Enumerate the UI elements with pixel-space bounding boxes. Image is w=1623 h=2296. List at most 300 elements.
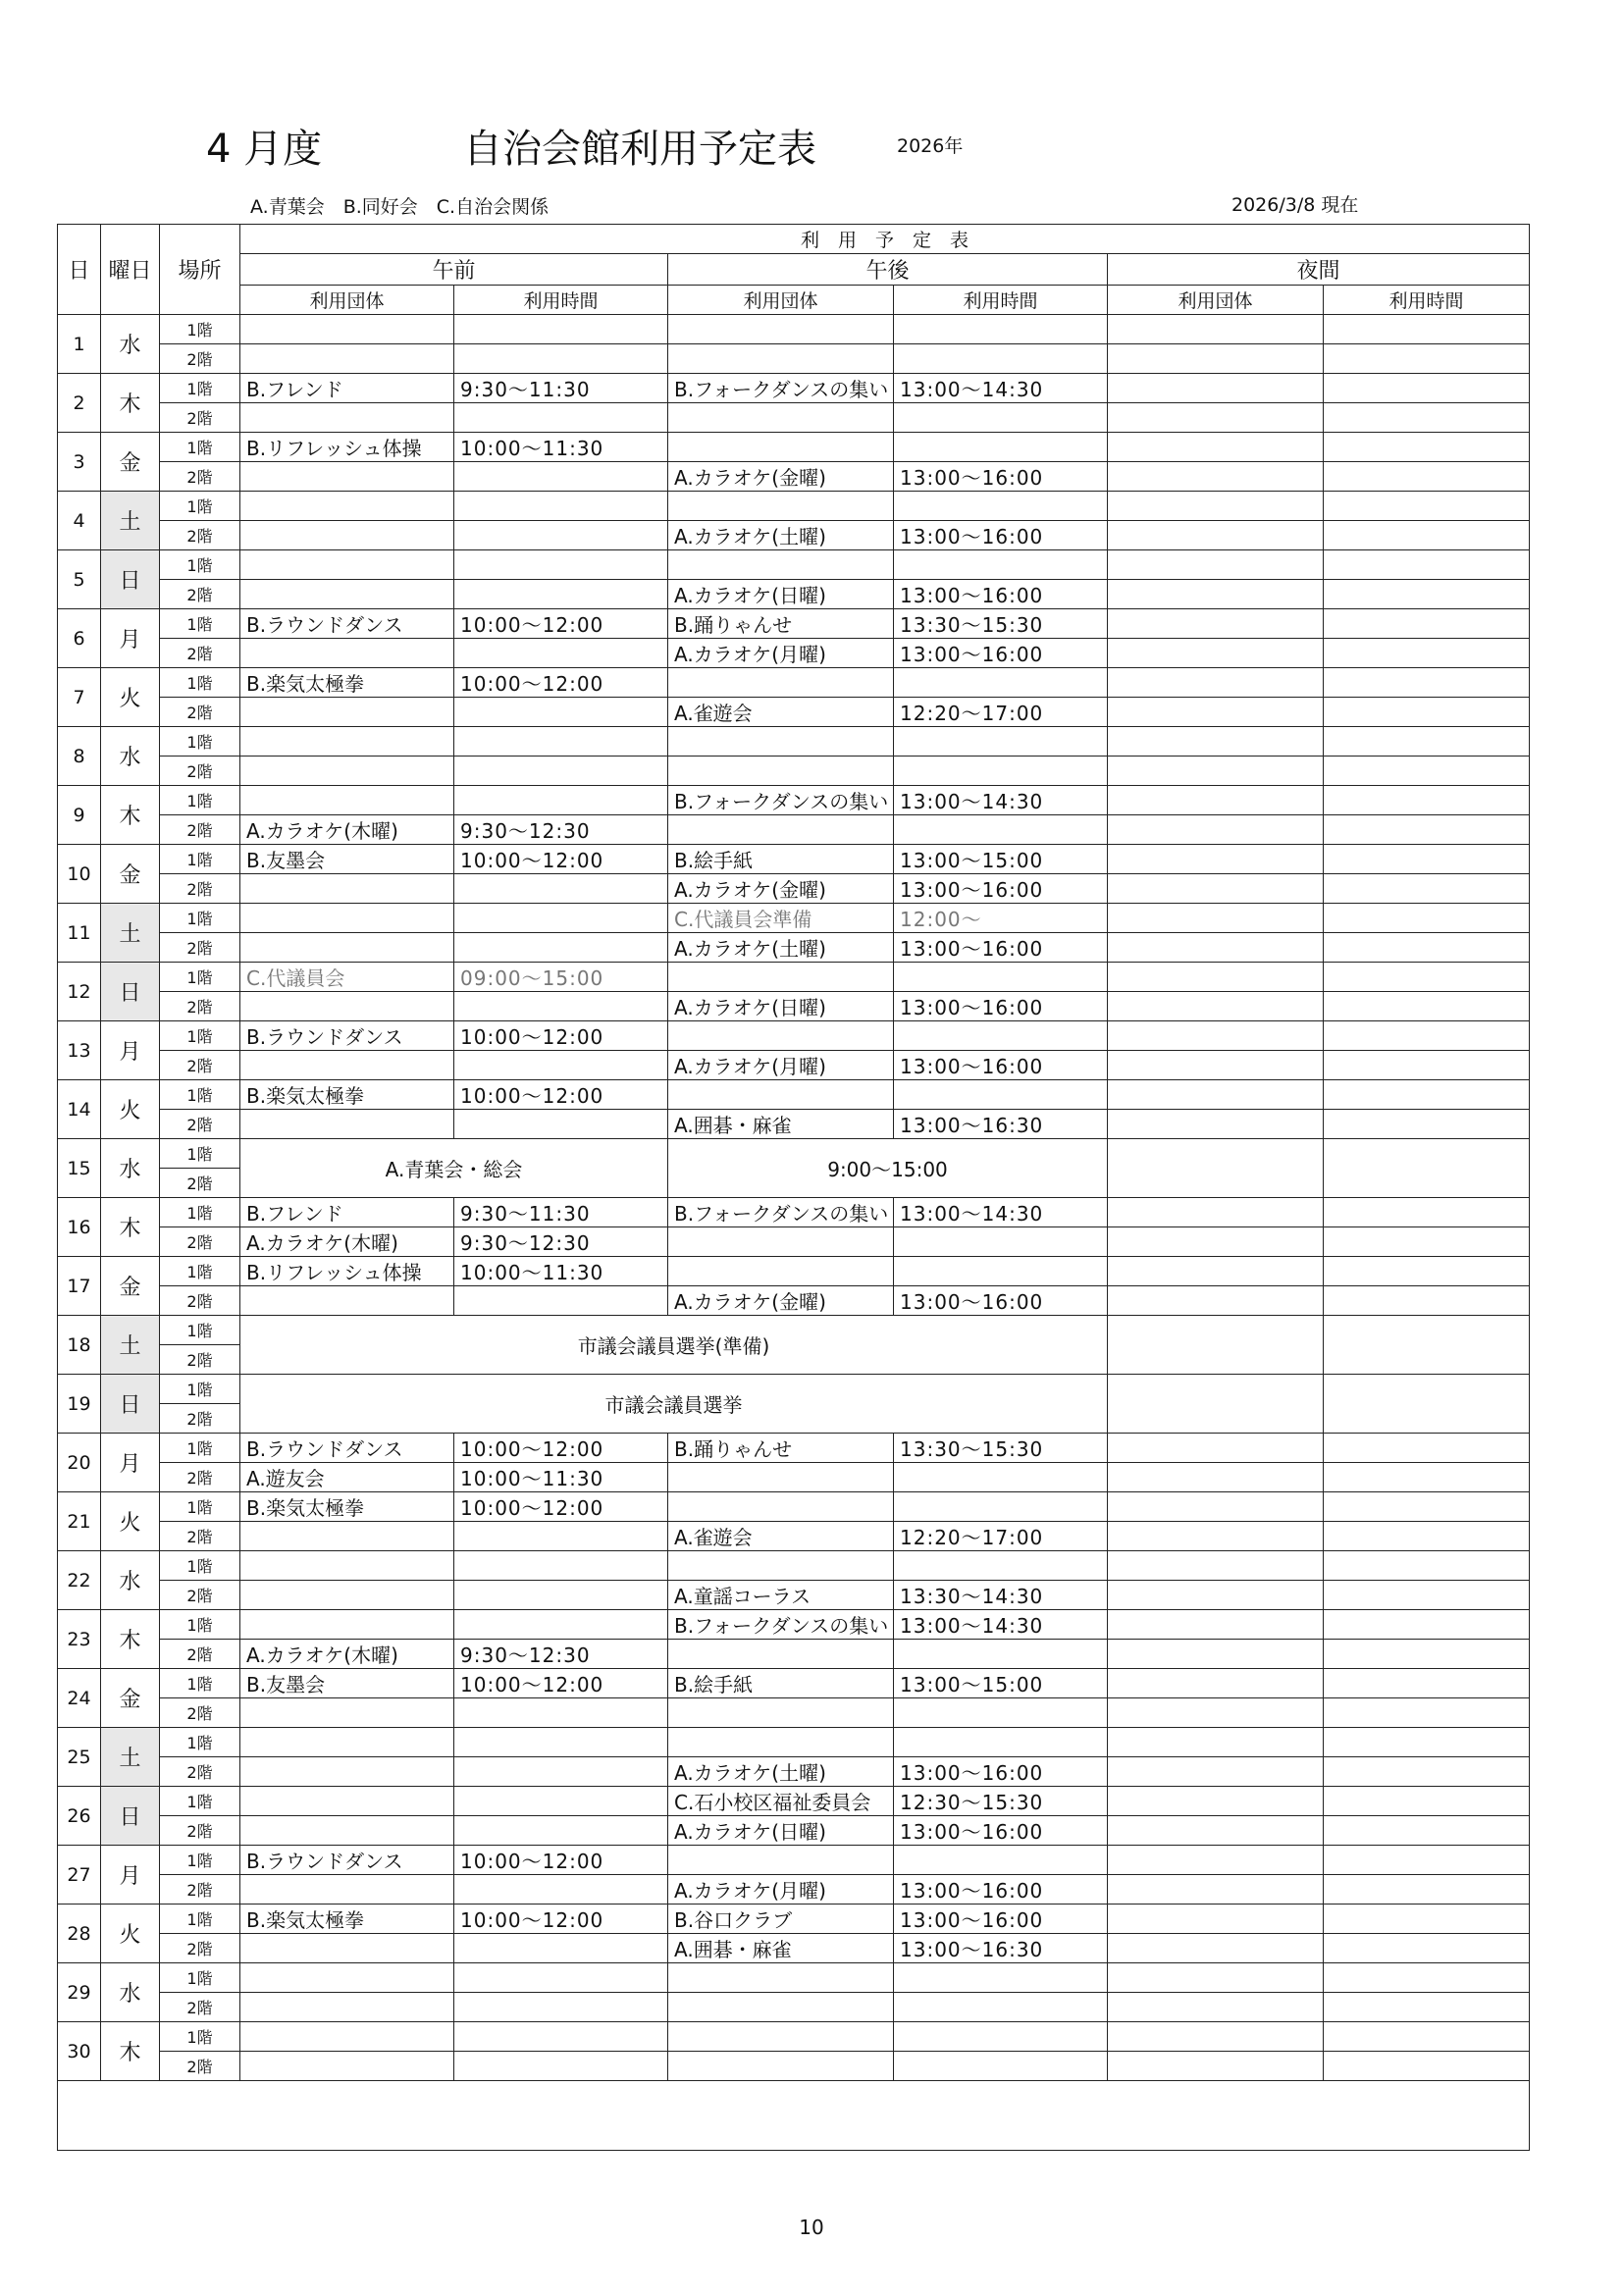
header-place: 場所	[160, 225, 240, 315]
floor-label: 1階	[160, 1139, 240, 1169]
table-row	[58, 1316, 1530, 1345]
am-time: 10:00～12:00	[454, 1080, 668, 1110]
year-label: 2026年	[897, 135, 964, 157]
floor-label: 1階	[160, 668, 240, 698]
night-group	[1108, 462, 1324, 492]
pm-group: A.囲碁・麻雀	[668, 1934, 894, 1963]
am-group	[240, 521, 454, 550]
pm-group	[668, 757, 894, 786]
floor-label: 1階	[160, 1257, 240, 1286]
floor-label: 2階	[160, 462, 240, 492]
night-group	[1108, 1551, 1324, 1581]
pm-time	[894, 492, 1108, 521]
night-group	[1108, 344, 1324, 374]
table-row	[58, 1905, 1530, 1934]
table-row	[58, 1875, 1530, 1905]
am-time: 10:00～12:00	[454, 1021, 668, 1051]
night-time	[1324, 2052, 1530, 2081]
table-row	[58, 1080, 1530, 1110]
pm-time: 13:00～14:30	[894, 1610, 1108, 1640]
am-time: 9:30～12:30	[454, 1640, 668, 1669]
am-group: B.楽気太極拳	[240, 1905, 454, 1934]
pm-time: 13:00～16:00	[894, 1286, 1108, 1316]
am-group	[240, 580, 454, 609]
pm-group: A.カラオケ(土曜)	[668, 521, 894, 550]
pm-time	[894, 1963, 1108, 1993]
night-time	[1324, 1227, 1530, 1257]
floor-label: 2階	[160, 874, 240, 904]
header-am-time: 利用時間	[454, 286, 668, 315]
night-time	[1324, 1139, 1530, 1198]
table-row	[58, 1021, 1530, 1051]
day-number: 28	[58, 1905, 101, 1963]
weekday-cell: 木	[101, 1610, 160, 1669]
pm-group: A.カラオケ(日曜)	[668, 1816, 894, 1846]
floor-label: 2階	[160, 933, 240, 963]
floor-label: 2階	[160, 1345, 240, 1375]
night-time	[1324, 1522, 1530, 1551]
pm-time	[894, 757, 1108, 786]
table-row	[58, 1286, 1530, 1316]
weekday-cell: 月	[101, 1846, 160, 1905]
am-group	[240, 1051, 454, 1080]
am-time	[454, 1757, 668, 1787]
pm-time: 13:30～14:30	[894, 1581, 1108, 1610]
am-group	[240, 874, 454, 904]
floor-label: 1階	[160, 1080, 240, 1110]
pm-time	[894, 1698, 1108, 1728]
night-time	[1324, 374, 1530, 403]
night-group	[1108, 1787, 1324, 1816]
pm-time	[894, 815, 1108, 845]
am-time	[454, 1934, 668, 1963]
pm-time: 13:00～16:00	[894, 1051, 1108, 1080]
floor-label: 2階	[160, 1640, 240, 1669]
day-number: 21	[58, 1492, 101, 1551]
am-time: 10:00～12:00	[454, 609, 668, 639]
table-row	[58, 1375, 1530, 1404]
am-group	[240, 757, 454, 786]
table-row	[58, 1227, 1530, 1257]
am-time: 10:00～12:00	[454, 845, 668, 874]
am-group: B.フレンド	[240, 1198, 454, 1227]
pm-time	[894, 344, 1108, 374]
day-number: 16	[58, 1198, 101, 1257]
table-row	[58, 933, 1530, 963]
day-number: 5	[58, 550, 101, 609]
am-time	[454, 1551, 668, 1581]
night-group	[1108, 1021, 1324, 1051]
pm-time	[894, 433, 1108, 462]
night-time	[1324, 550, 1530, 580]
pm-group	[668, 1551, 894, 1581]
am-time: 10:00～12:00	[454, 1492, 668, 1522]
table-row	[58, 1728, 1530, 1757]
night-time	[1324, 786, 1530, 815]
am-group: A.カラオケ(木曜)	[240, 1227, 454, 1257]
night-time	[1324, 1934, 1530, 1963]
night-group	[1108, 963, 1324, 992]
night-group	[1108, 727, 1324, 757]
floor-label: 2階	[160, 1581, 240, 1610]
day-number: 4	[58, 492, 101, 550]
am-time	[454, 344, 668, 374]
pm-time: 12:20～17:00	[894, 1522, 1108, 1551]
floor-label: 1階	[160, 433, 240, 462]
pm-time: 13:00～14:30	[894, 1198, 1108, 1227]
night-group	[1108, 1757, 1324, 1787]
weekday-cell: 金	[101, 1669, 160, 1728]
night-time	[1324, 727, 1530, 757]
pm-group: A.カラオケ(土曜)	[668, 933, 894, 963]
night-group	[1108, 315, 1324, 344]
pm-group	[668, 668, 894, 698]
pm-group	[668, 2052, 894, 2081]
pm-group: B.フォークダンスの集い	[668, 1198, 894, 1227]
day-number: 6	[58, 609, 101, 668]
floor-label: 1階	[160, 1610, 240, 1640]
table-row	[58, 550, 1530, 580]
floor-label: 1階	[160, 1021, 240, 1051]
pm-time	[894, 1463, 1108, 1492]
pm-group	[668, 433, 894, 462]
night-time	[1324, 1492, 1530, 1522]
notes-area	[58, 2081, 1530, 2151]
schedule-body	[58, 315, 1530, 2081]
am-group	[240, 1551, 454, 1581]
table-row	[58, 1787, 1530, 1816]
pm-group: B.フォークダンスの集い	[668, 786, 894, 815]
floor-label: 2階	[160, 757, 240, 786]
floor-label: 1階	[160, 2022, 240, 2052]
floor-label: 1階	[160, 1787, 240, 1816]
am-group	[240, 933, 454, 963]
weekday-cell: 日	[101, 550, 160, 609]
day-number: 8	[58, 727, 101, 786]
am-time	[454, 786, 668, 815]
night-time	[1324, 1787, 1530, 1816]
table-row	[58, 1963, 1530, 1993]
floor-label: 2階	[160, 2052, 240, 2081]
table-row	[58, 2052, 1530, 2081]
am-group	[240, 904, 454, 933]
night-group	[1108, 1227, 1324, 1257]
pm-time	[894, 1257, 1108, 1286]
night-group	[1108, 1110, 1324, 1139]
weekday-cell: 月	[101, 1434, 160, 1492]
floor-label: 2階	[160, 1522, 240, 1551]
day-number: 12	[58, 963, 101, 1021]
am-time	[454, 874, 668, 904]
merged-event: 市議会議員選挙(準備)	[240, 1316, 1108, 1375]
header-pm-group: 利用団体	[668, 286, 894, 315]
table-row	[58, 1434, 1530, 1463]
table-row	[58, 433, 1530, 462]
pm-group	[668, 344, 894, 374]
pm-group: C.代議員会準備	[668, 904, 894, 933]
floor-label: 2階	[160, 580, 240, 609]
floor-label: 2階	[160, 1993, 240, 2022]
night-time	[1324, 845, 1530, 874]
am-time	[454, 904, 668, 933]
night-group	[1108, 845, 1324, 874]
floor-label: 1階	[160, 1492, 240, 1522]
table-row	[58, 374, 1530, 403]
night-time	[1324, 757, 1530, 786]
header-weekday: 曜日	[101, 225, 160, 315]
night-group	[1108, 1316, 1324, 1375]
night-time	[1324, 668, 1530, 698]
night-time	[1324, 1816, 1530, 1846]
table-row	[58, 698, 1530, 727]
pm-group: B.絵手紙	[668, 845, 894, 874]
weekday-cell: 月	[101, 609, 160, 668]
am-time	[454, 1816, 668, 1846]
night-group	[1108, 698, 1324, 727]
floor-label: 1階	[160, 963, 240, 992]
am-group	[240, 992, 454, 1021]
pm-time	[894, 1492, 1108, 1522]
night-time	[1324, 1286, 1530, 1316]
pm-group	[668, 1963, 894, 1993]
table-row	[58, 992, 1530, 1021]
day-number: 27	[58, 1846, 101, 1905]
floor-label: 1階	[160, 904, 240, 933]
am-group	[240, 1581, 454, 1610]
day-number: 2	[58, 374, 101, 433]
am-group	[240, 639, 454, 668]
am-group	[240, 1875, 454, 1905]
table-row	[58, 462, 1530, 492]
pm-group	[668, 727, 894, 757]
table-row	[58, 1669, 1530, 1698]
night-time	[1324, 609, 1530, 639]
pm-time	[894, 1080, 1108, 1110]
pm-group: A.カラオケ(月曜)	[668, 1051, 894, 1080]
night-group	[1108, 1875, 1324, 1905]
table-row	[58, 1257, 1530, 1286]
pm-time: 13:00～16:30	[894, 1934, 1108, 1963]
schedule-table	[57, 224, 1530, 2151]
pm-group	[668, 1080, 894, 1110]
am-group: B.リフレッシュ体操	[240, 433, 454, 462]
table-row	[58, 845, 1530, 874]
floor-label: 1階	[160, 609, 240, 639]
floor-label: 2階	[160, 403, 240, 433]
pm-group	[668, 1227, 894, 1257]
am-group	[240, 1963, 454, 1993]
am-time	[454, 1963, 668, 1993]
pm-time: 12:20～17:00	[894, 698, 1108, 727]
am-time	[454, 639, 668, 668]
am-time	[454, 2022, 668, 2052]
weekday-cell: 日	[101, 1787, 160, 1846]
night-group	[1108, 521, 1324, 550]
table-row	[58, 1698, 1530, 1728]
night-group	[1108, 786, 1324, 815]
night-group	[1108, 1139, 1324, 1198]
pm-group: B.谷口クラブ	[668, 1905, 894, 1934]
pm-group: C.石小校区福祉委員会	[668, 1787, 894, 1816]
night-time	[1324, 1993, 1530, 2022]
header-night-time: 利用時間	[1324, 286, 1530, 315]
am-time: 10:00～11:30	[454, 433, 668, 462]
pm-time	[894, 1227, 1108, 1257]
am-group: C.代議員会	[240, 963, 454, 992]
am-group	[240, 1757, 454, 1787]
table-row	[58, 1934, 1530, 1963]
am-time: 10:00～11:30	[454, 1257, 668, 1286]
am-group	[240, 1522, 454, 1551]
am-time	[454, 1610, 668, 1640]
pm-time: 13:00～16:00	[894, 1816, 1108, 1846]
night-time	[1324, 1846, 1530, 1875]
am-time	[454, 1051, 668, 1080]
pm-group	[668, 1463, 894, 1492]
night-group	[1108, 1198, 1324, 1227]
weekday-cell: 水	[101, 727, 160, 786]
night-time	[1324, 1080, 1530, 1110]
weekday-cell: 土	[101, 1728, 160, 1787]
floor-label: 1階	[160, 845, 240, 874]
floor-label: 1階	[160, 374, 240, 403]
table-row	[58, 1846, 1530, 1875]
table-row	[58, 1492, 1530, 1522]
floor-label: 2階	[160, 1463, 240, 1492]
night-time	[1324, 1581, 1530, 1610]
pm-group: A.カラオケ(日曜)	[668, 992, 894, 1021]
am-group: A.カラオケ(木曜)	[240, 1640, 454, 1669]
am-group	[240, 1698, 454, 1728]
am-time	[454, 992, 668, 1021]
am-time: 10:00～11:30	[454, 1463, 668, 1492]
night-group	[1108, 1698, 1324, 1728]
floor-label: 2階	[160, 1698, 240, 1728]
pm-group: A.雀遊会	[668, 1522, 894, 1551]
night-group	[1108, 433, 1324, 462]
weekday-cell: 土	[101, 1316, 160, 1375]
night-group	[1108, 992, 1324, 1021]
pm-group	[668, 815, 894, 845]
pm-time: 13:00～15:00	[894, 1669, 1108, 1698]
table-row	[58, 492, 1530, 521]
pm-group: A.カラオケ(金曜)	[668, 462, 894, 492]
weekday-cell: 火	[101, 668, 160, 727]
am-group	[240, 1816, 454, 1846]
weekday-cell: 水	[101, 315, 160, 374]
pm-time: 13:00～15:00	[894, 845, 1108, 874]
table-row	[58, 639, 1530, 668]
pm-time	[894, 550, 1108, 580]
day-number: 26	[58, 1787, 101, 1846]
night-group	[1108, 1905, 1324, 1934]
night-time	[1324, 698, 1530, 727]
table-row	[58, 1640, 1530, 1669]
pm-time	[894, 1640, 1108, 1669]
table-row	[58, 668, 1530, 698]
am-time	[454, 403, 668, 433]
am-time	[454, 1787, 668, 1816]
floor-label: 1階	[160, 1669, 240, 1698]
day-number: 20	[58, 1434, 101, 1492]
am-group	[240, 1993, 454, 2022]
night-time	[1324, 433, 1530, 462]
night-time	[1324, 1051, 1530, 1080]
am-time: 10:00～12:00	[454, 1905, 668, 1934]
am-time	[454, 462, 668, 492]
table-row	[58, 786, 1530, 815]
pm-time	[894, 2052, 1108, 2081]
day-number: 3	[58, 433, 101, 492]
table-row	[58, 1463, 1530, 1492]
pm-time: 13:00～16:00	[894, 639, 1108, 668]
pm-group: A.カラオケ(月曜)	[668, 1875, 894, 1905]
night-time	[1324, 1698, 1530, 1728]
floor-label: 1階	[160, 550, 240, 580]
floor-label: 2階	[160, 992, 240, 1021]
night-group	[1108, 668, 1324, 698]
floor-label: 2階	[160, 1169, 240, 1198]
am-time	[454, 1993, 668, 2022]
pm-group: A.カラオケ(金曜)	[668, 874, 894, 904]
night-group	[1108, 1610, 1324, 1640]
night-time	[1324, 1434, 1530, 1463]
weekday-cell: 日	[101, 963, 160, 1021]
am-time	[454, 727, 668, 757]
night-group	[1108, 1846, 1324, 1875]
pm-group	[668, 1993, 894, 2022]
table-row	[58, 1581, 1530, 1610]
weekday-cell: 木	[101, 1198, 160, 1257]
header-pm: 午後	[668, 254, 1108, 286]
header-night: 夜間	[1108, 254, 1530, 286]
pm-group	[668, 1492, 894, 1522]
night-time	[1324, 1198, 1530, 1227]
night-group	[1108, 2052, 1324, 2081]
day-number: 1	[58, 315, 101, 374]
pm-time: 13:00～14:30	[894, 374, 1108, 403]
weekday-cell: 土	[101, 492, 160, 550]
weekday-cell: 水	[101, 1551, 160, 1610]
am-group: B.楽気太極拳	[240, 1492, 454, 1522]
night-group	[1108, 1640, 1324, 1669]
pm-time	[894, 1551, 1108, 1581]
night-group	[1108, 492, 1324, 521]
floor-label: 1階	[160, 1316, 240, 1345]
am-group	[240, 727, 454, 757]
floor-label: 1階	[160, 1375, 240, 1404]
floor-label: 2階	[160, 815, 240, 845]
am-time: 10:00～12:00	[454, 1434, 668, 1463]
am-group: A.遊友会	[240, 1463, 454, 1492]
am-group	[240, 698, 454, 727]
am-time	[454, 521, 668, 550]
am-time	[454, 1698, 668, 1728]
header-am-group: 利用団体	[240, 286, 454, 315]
night-group	[1108, 874, 1324, 904]
pm-group	[668, 492, 894, 521]
page-title: 自治会館利用予定表	[463, 127, 816, 172]
night-group	[1108, 1522, 1324, 1551]
pm-group	[668, 403, 894, 433]
am-time	[454, 492, 668, 521]
am-time: 9:30～11:30	[454, 374, 668, 403]
am-group	[240, 492, 454, 521]
weekday-cell: 木	[101, 2022, 160, 2081]
floor-label: 1階	[160, 786, 240, 815]
floor-label: 1階	[160, 1905, 240, 1934]
pm-time: 13:00～14:30	[894, 786, 1108, 815]
